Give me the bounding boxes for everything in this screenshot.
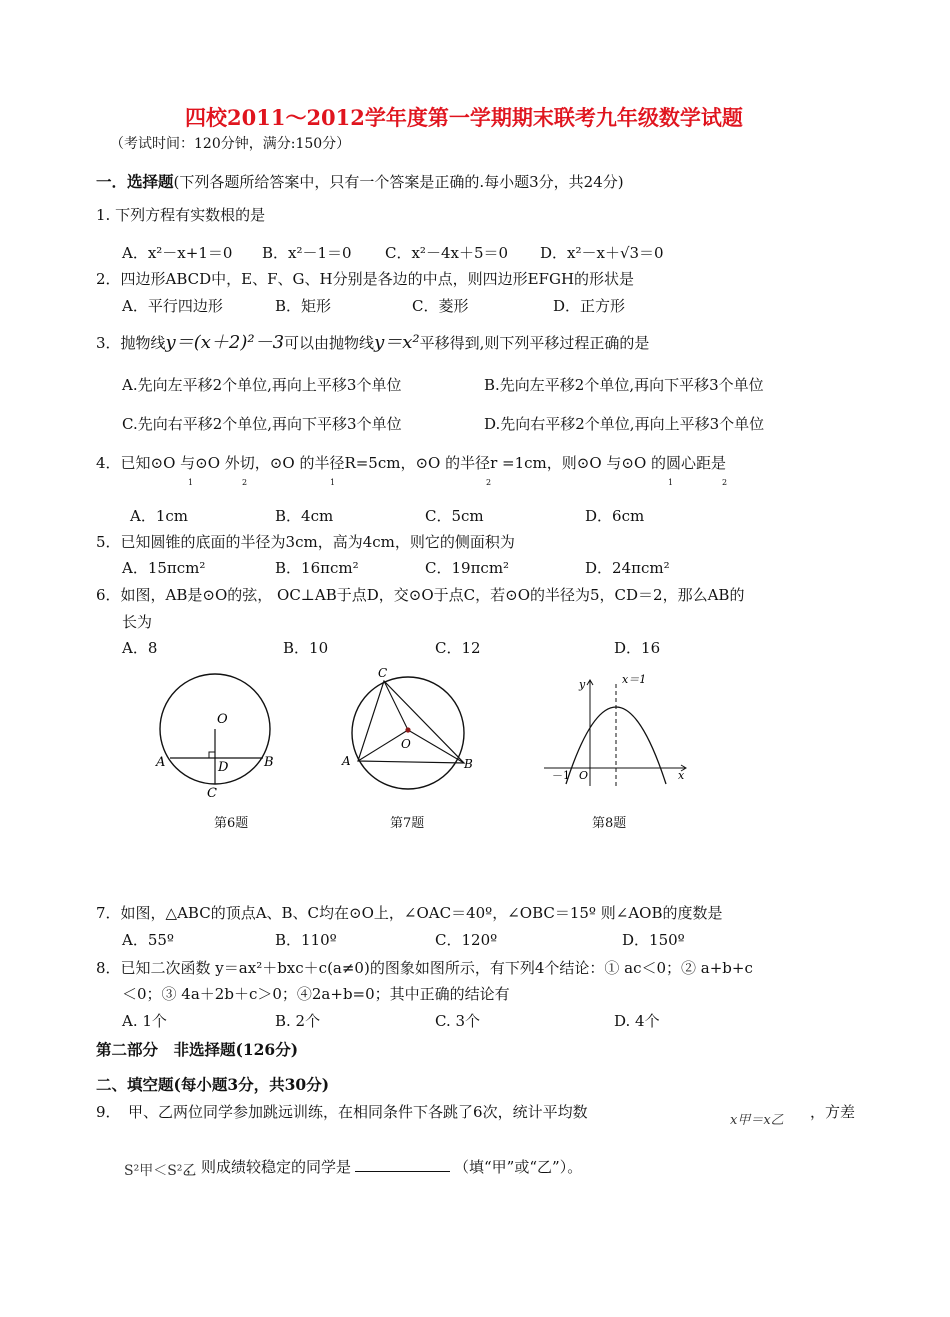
q1-option-d: D．x²－x＋√3＝0: [540, 244, 664, 262]
q3-option-b: B.先向左平移2个单位,再向下平移3个单位: [484, 376, 764, 394]
q3-tail: 平移得到,则下列平移过程正确的是: [419, 334, 650, 352]
q4-stem: 4．已知⊙O 与⊙O 外切，⊙O 的半径R=5cm，⊙O 的半径r =1cm，则⊙O 与⊙O 的圆心距是: [96, 454, 727, 472]
q9-line-1: [96, 1101, 588, 1122]
q7-option-b: B．110º: [275, 931, 337, 949]
q1-option-b: B．x²－1＝0: [262, 244, 352, 262]
fig7-label-b: B: [464, 757, 473, 771]
q9-answer-blank[interactable]: [355, 1157, 450, 1172]
fig7-segment-oc: [384, 681, 408, 730]
fig8-label-origin: O: [579, 769, 589, 782]
part2-heading: 第二部分 非选择题(126分): [96, 1040, 299, 1059]
q3-stem: [96, 328, 649, 354]
q2-option-c: C．菱形: [412, 297, 469, 315]
section1-header: [96, 170, 624, 192]
q6-option-a: A．8: [122, 639, 158, 657]
q6-option-b: B．10: [283, 639, 329, 657]
q1-stem: [96, 204, 265, 225]
figure-8-caption: 第8题: [592, 816, 627, 831]
fig6-label-b: B: [264, 755, 274, 770]
fig8-label-minus-1: －1: [552, 769, 570, 782]
q1-text: 下列方程有实数根的是: [115, 206, 266, 224]
fig7-center-dot: [405, 727, 410, 732]
fig8-label-y: y: [579, 678, 586, 691]
q8-stem-2: ＜0；③ 4a＋2b＋c＞0；④2a+b=0；其中正确的结论有: [122, 985, 510, 1003]
fig8-label-x: x: [678, 769, 685, 782]
q5-option-c: C．19πcm²: [425, 559, 510, 577]
q7-option-c: C．120º: [435, 931, 498, 949]
q1-option-a: A．x²－x+1＝0: [122, 244, 233, 262]
section1-note: (下列各题所给答案中，只有一个答案是正确的.每小题3分，共24分): [173, 173, 624, 191]
q2-option-a: A．平行四边形: [122, 297, 223, 315]
q9-line-2: [186, 1156, 582, 1177]
figure-6-caption: 第6题: [214, 816, 249, 831]
q4-sub-5: 1: [668, 478, 674, 487]
q9-variance-label: ，方差: [810, 1103, 856, 1121]
q6-stem-2: 长为: [122, 613, 153, 631]
q1-option-c: C．x²－4x＋5＝0: [385, 244, 509, 262]
q5-stem: 5．已知圆锥的底面的半径为3cm，高为4cm，则它的侧面积为: [96, 533, 515, 551]
fig6-label-d: D: [218, 760, 229, 775]
fig8-label-x-eq-1: x＝1: [622, 673, 647, 686]
q2-stem: 2．四边形ABCD中，E、F、G、H分别是各边的中点，则四边形EFGH的形状是: [96, 270, 635, 288]
q4-option-b: B．4cm: [275, 507, 334, 525]
q2-option-b: B．矩形: [275, 297, 332, 315]
q9-text-2b: （填“甲”或“乙”）。: [454, 1158, 583, 1176]
exam-info: （考试时间：120分钟，满分:150分）: [110, 136, 351, 152]
q8-option-a: A. 1个: [122, 1012, 167, 1030]
figure-6-diagram: [148, 670, 288, 800]
q6-option-d: D．16: [614, 639, 661, 657]
q5-option-a: A．15πcm²: [122, 559, 206, 577]
q1-number: 1.: [96, 206, 111, 224]
q3-option-a: A.先向左平移2个单位,再向上平移3个单位: [122, 376, 402, 394]
q4-sub-4: 2: [486, 478, 492, 487]
q8-option-c: C. 3个: [435, 1012, 481, 1030]
q9-mean-formula: x甲＝x乙: [730, 1113, 784, 1128]
q6-option-c: C．12: [435, 639, 481, 657]
fig7-label-o: O: [401, 737, 411, 751]
q6-stem-1: 6．如图，AB是⊙O的弦， OC⊥AB于点D，交⊙O于点C，若⊙O的半径为5，CD＝2，那么AB的: [96, 586, 745, 604]
q3-formula1: y＝(x＋2)²－3: [165, 332, 285, 353]
fig7-label-c: C: [378, 666, 388, 680]
q4-option-a: A．1cm: [130, 507, 189, 525]
figure-7-caption: 第7题: [390, 816, 425, 831]
q4-sub-3: 1: [330, 478, 336, 487]
fig6-label-c: C: [207, 786, 217, 800]
fig6-right-angle-mark: [209, 752, 215, 758]
fig6-label-a: A: [156, 755, 166, 770]
figure-8-graph: [536, 668, 706, 788]
q8-option-d: D. 4个: [614, 1012, 660, 1030]
q5-option-d: D．24πcm²: [585, 559, 670, 577]
q3-mid: 可以由抛物线: [284, 334, 375, 352]
q4-sub-1: 1: [188, 478, 194, 487]
q9-text-2a: ，则成绩较稳定的同学是: [186, 1158, 352, 1176]
q4-sub-6: 2: [722, 478, 728, 487]
q3-formula2: y＝x²: [374, 332, 420, 353]
q9-text-1: 9． 甲、乙两位同学参加跳远训练，在相同条件下各跳了6次，统计平均数: [96, 1103, 588, 1121]
q3-option-d: D.先向右平移2个单位,再向上平移3个单位: [484, 415, 765, 433]
q8-option-b: B. 2个: [275, 1012, 321, 1030]
q4-sub-2: 2: [242, 478, 248, 487]
fig7-label-a: A: [342, 754, 351, 768]
q7-option-a: A．55º: [122, 931, 174, 949]
figure-7-diagram: [338, 664, 478, 798]
section2-heading: 二、填空题(每小题3分，共30分): [96, 1075, 330, 1094]
q7-stem: 7．如图，△ABC的顶点A、B、C均在⊙O上，∠OAC＝40º，∠OBC＝15º 则∠AOB的度数是: [96, 904, 723, 922]
q3-option-c: C.先向右平移2个单位,再向下平移3个单位: [122, 415, 402, 433]
q4-option-c: C．5cm: [425, 507, 484, 525]
q2-option-d: D．正方形: [553, 297, 626, 315]
q5-option-b: B．16πcm²: [275, 559, 359, 577]
q8-stem-1: 8．已知二次函数 y＝ax²＋bxc＋c(a≠0)的图象如图所示，有下列4个结论：① ac＜0；② a+b+c: [96, 959, 753, 977]
fig7-circle: [352, 677, 464, 789]
q7-option-d: D．150º: [622, 931, 685, 949]
page-title: 四校2011～2012学年度第一学期期末联考九年级数学试题: [185, 105, 743, 130]
q9-variance-formula: S²甲＜S²乙: [124, 1163, 197, 1179]
fig6-label-o: O: [217, 712, 228, 727]
q3-number: 3．抛物线: [96, 334, 166, 352]
section1-heading: 一．选择题: [96, 172, 174, 191]
q4-option-d: D．6cm: [585, 507, 645, 525]
